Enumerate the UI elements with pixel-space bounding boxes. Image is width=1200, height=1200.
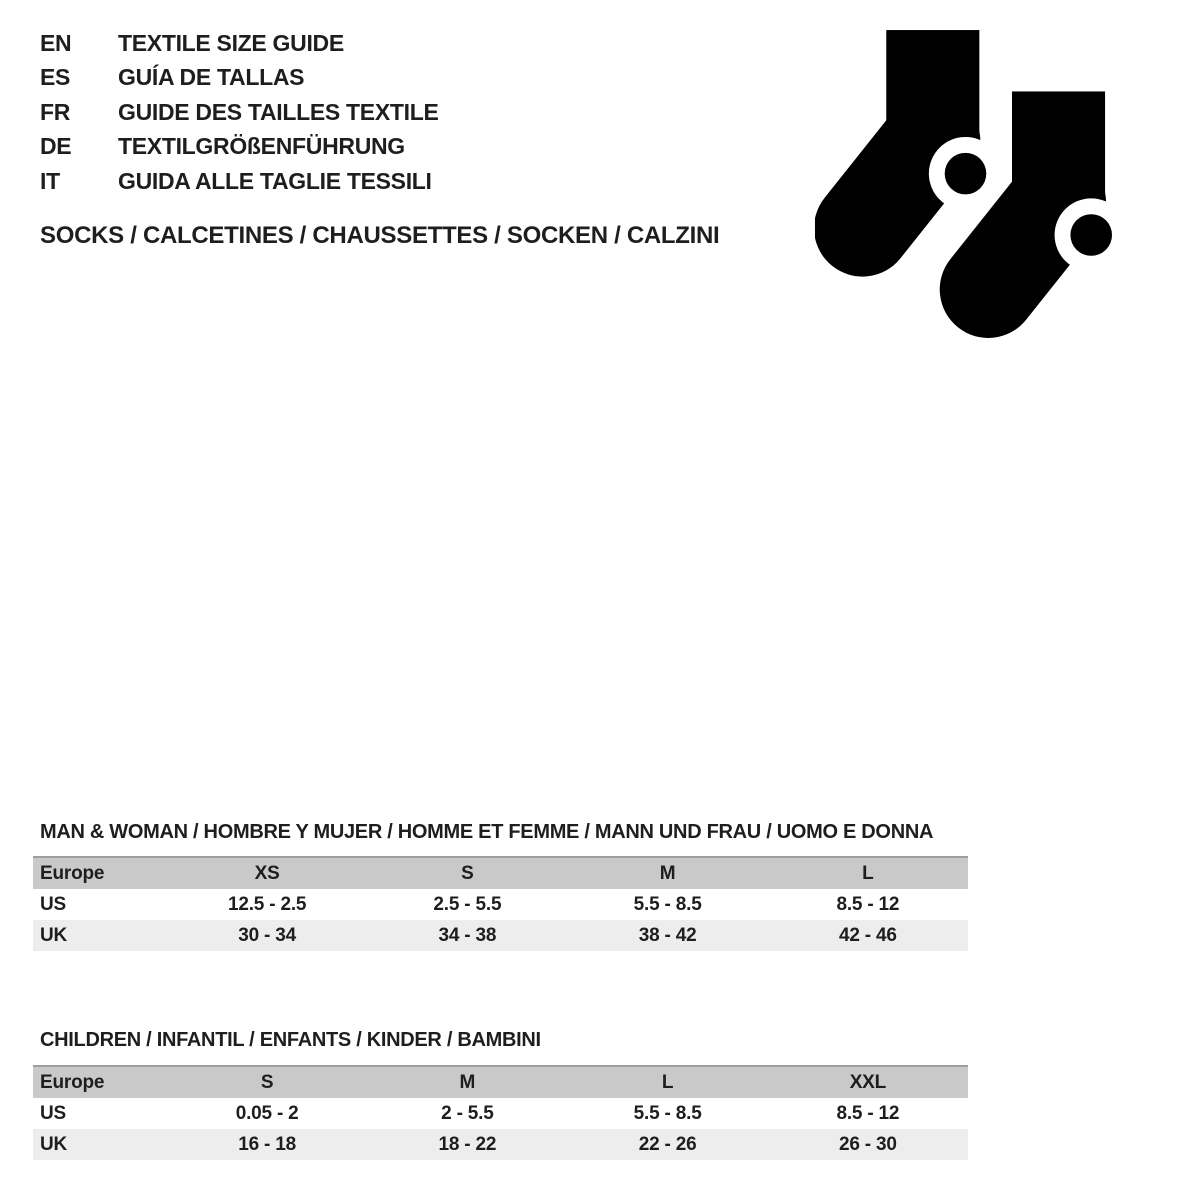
header-cell-size: XS (167, 857, 367, 889)
adults-row-uk (33, 920, 968, 951)
language-code: ES (40, 64, 71, 91)
header-cell-size: M (367, 1066, 567, 1098)
row-label-cell: US (40, 893, 66, 915)
row-label-cell: US (40, 1102, 66, 1124)
row-label-cell: UK (33, 920, 167, 951)
size-value-cell: 0.05 - 2 (235, 1102, 299, 1124)
size-value-cell: 30 - 34 (167, 920, 367, 951)
adults-header-row (33, 857, 968, 889)
header-cell-size: S (167, 1066, 367, 1098)
language-code: EN (40, 29, 72, 56)
adults-row-us (33, 889, 968, 920)
header-cell-region: Europe (33, 1066, 167, 1098)
category-line: SOCKS / CALCETINES / CHAUSSETTES / SOCKEN / CALZINI (40, 222, 720, 249)
language-title: GUIDA ALLE TAGLIE TESSILI (118, 167, 432, 194)
language-row-es (40, 61, 439, 96)
language-title: TEXTILGRÖßENFÜHRUNG (118, 133, 405, 160)
children-header-row (33, 1066, 968, 1098)
children-table-title: CHILDREN / INFANTIL / ENFANTS / KINDER / BAMBINI (40, 1029, 541, 1051)
language-code: DE (40, 133, 72, 160)
language-code: FR (40, 98, 71, 125)
language-row-de (40, 130, 439, 165)
size-table-children (33, 1065, 968, 1160)
children-row-us (33, 1098, 968, 1129)
language-title: GUIDE DES TAILLES TEXTILE (118, 98, 439, 125)
header-cell-region: Europe (33, 857, 167, 889)
adults-table-title: MAN & WOMAN / HOMBRE Y MUJER / HOMME ET FEMME / MANN UND FRAU / UOMO E DONNA (40, 821, 934, 843)
language-row-it (40, 164, 439, 199)
language-code: IT (40, 167, 60, 194)
language-title: GUÍA DE TALLAS (118, 64, 305, 91)
socks-icon (815, 30, 1112, 339)
size-table-adults (33, 856, 968, 951)
size-value-cell: 8.5 - 12 (836, 893, 900, 915)
size-value-cell: 5.5 - 8.5 (633, 1102, 702, 1124)
children-row-uk (33, 1129, 968, 1160)
size-value-cell: 5.5 - 8.5 (633, 893, 702, 915)
size-value-cell: 22 - 26 (568, 1129, 768, 1160)
header-cell-size: L (768, 857, 968, 889)
row-label-cell: UK (33, 1129, 167, 1160)
header-cell-size: S (367, 857, 567, 889)
size-value-cell: 18 - 22 (367, 1129, 567, 1160)
size-value-cell: 12.5 - 2.5 (227, 893, 307, 915)
size-value-cell: 2.5 - 5.5 (433, 893, 502, 915)
size-value-cell: 38 - 42 (568, 920, 768, 951)
header-cell-size: XXL (768, 1066, 968, 1098)
language-row-en (40, 26, 439, 61)
size-value-cell: 34 - 38 (367, 920, 567, 951)
size-value-cell: 2 - 5.5 (441, 1102, 494, 1124)
size-value-cell: 26 - 30 (768, 1129, 968, 1160)
size-value-cell: 8.5 - 12 (836, 1102, 900, 1124)
language-title: TEXTILE SIZE GUIDE (118, 29, 344, 56)
size-value-cell: 42 - 46 (768, 920, 968, 951)
language-row-fr (40, 95, 439, 130)
size-value-cell: 16 - 18 (167, 1129, 367, 1160)
header-cell-size: L (568, 1066, 768, 1098)
header-cell-size: M (568, 857, 768, 889)
language-list (40, 26, 439, 199)
